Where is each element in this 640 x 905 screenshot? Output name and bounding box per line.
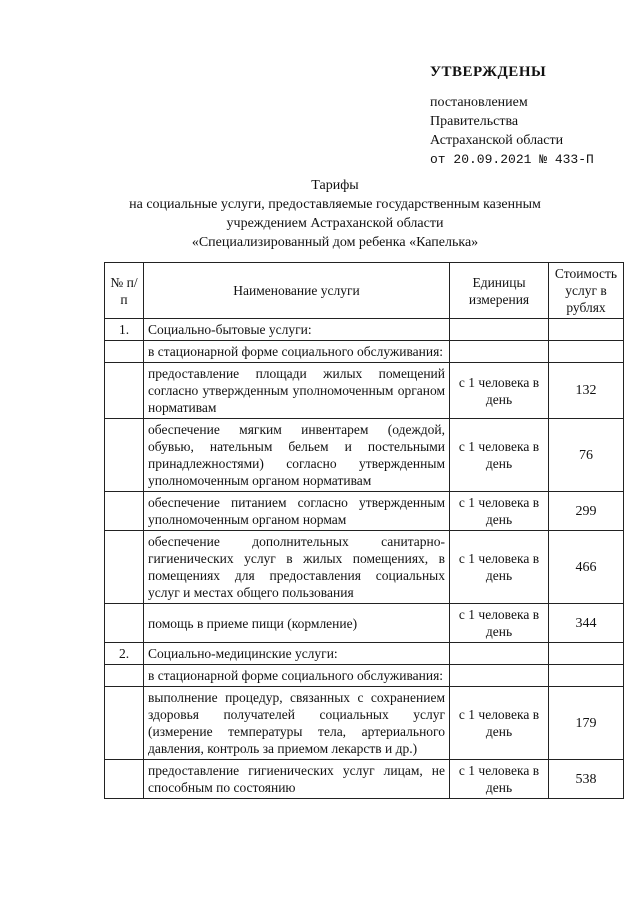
row-service-name: обеспечение дополнительных санитарно-гигиенических услуг в жилых помещениях, в помещениях для предоставления социальных услуг и местах общего пользования [144, 531, 450, 604]
approved-heading: УТВЕРЖДЕНЫ [430, 64, 547, 80]
row-number: 1. [105, 319, 144, 341]
row-number [105, 760, 144, 799]
row-number [105, 665, 144, 687]
row-price [549, 665, 624, 687]
table-row [105, 687, 624, 760]
decree-date-number: от 20.09.2021 № 433-П [430, 152, 594, 167]
row-unit: с 1 человека в день [450, 531, 549, 604]
row-number [105, 687, 144, 760]
title-line: «Специализированный дом ребенка «Капелька» [191, 235, 479, 250]
row-service-name: обеспечение мягким инвентарем (одеждой, обувью, нательным бельем и постельными принадлежностями) согласно утвержденным уполномоченным органом нормативам [144, 419, 450, 492]
table-row [105, 492, 624, 531]
table-row [105, 665, 624, 687]
table-row [105, 319, 624, 341]
row-price: 76 [549, 419, 624, 492]
row-number [105, 492, 144, 531]
title-line: на социальные услуги, предоставляемые государственным казенным [129, 197, 541, 212]
table-row [105, 341, 624, 363]
row-price: 132 [549, 363, 624, 419]
row-number: 2. [105, 643, 144, 665]
row-service-name: Социально-бытовые услуги: [144, 319, 450, 341]
table-row [105, 419, 624, 492]
row-price: 344 [549, 604, 624, 643]
row-number [105, 363, 144, 419]
table-row [105, 760, 624, 799]
table-row [105, 363, 624, 419]
row-unit: с 1 человека в день [450, 687, 549, 760]
row-service-name: в стационарной форме социального обслуживания: [144, 665, 450, 687]
row-unit: с 1 человека в день [450, 419, 549, 492]
row-unit [450, 319, 549, 341]
row-price: 179 [549, 687, 624, 760]
document-title [80, 176, 590, 252]
tariffs-table [104, 262, 624, 799]
approval-line: Правительства [430, 114, 519, 129]
title-line: учреждением Астраханской области [226, 216, 444, 231]
row-price [549, 319, 624, 341]
row-number [105, 341, 144, 363]
table-header-row [105, 263, 624, 319]
row-unit: с 1 человека в день [450, 760, 549, 799]
row-service-name: предоставление площади жилых помещений согласно утвержденным уполномоченным органом нормативам [144, 363, 450, 419]
approval-line: постановлением [430, 95, 528, 110]
row-number [105, 419, 144, 492]
row-service-name: предоставление гигиенических услуг лицам, не способным по состоянию [144, 760, 450, 799]
row-price [549, 341, 624, 363]
row-service-name: выполнение процедур, связанных с сохранением здоровья получателей социальных услуг (измерение температуры тела, артериального давления, контроль за приемом лекарств и др.) [144, 687, 450, 760]
row-number [105, 604, 144, 643]
row-price: 299 [549, 492, 624, 531]
table-row [105, 643, 624, 665]
header-number: № п/п [105, 263, 144, 319]
row-unit [450, 341, 549, 363]
row-price [549, 643, 624, 665]
header-service-name: Наименование услуги [144, 263, 450, 319]
row-number [105, 531, 144, 604]
row-service-name: Социально-медицинские услуги: [144, 643, 450, 665]
header-cost: Стоимость услуг в рублях [549, 263, 624, 319]
title-line: Тарифы [311, 178, 359, 193]
row-unit [450, 665, 549, 687]
row-unit: с 1 человека в день [450, 363, 549, 419]
approval-block [430, 93, 594, 169]
row-unit [450, 643, 549, 665]
row-service-name: обеспечение питанием согласно утвержденным уполномоченным органом нормам [144, 492, 450, 531]
table-row [105, 604, 624, 643]
row-unit: с 1 человека в день [450, 604, 549, 643]
approval-line: Астраханской области [430, 133, 564, 148]
row-price: 538 [549, 760, 624, 799]
header-units: Единицы измерения [450, 263, 549, 319]
row-service-name: помощь в приеме пищи (кормление) [144, 604, 450, 643]
row-unit: с 1 человека в день [450, 492, 549, 531]
table-row [105, 531, 624, 604]
row-service-name: в стационарной форме социального обслуживания: [144, 341, 450, 363]
row-price: 466 [549, 531, 624, 604]
